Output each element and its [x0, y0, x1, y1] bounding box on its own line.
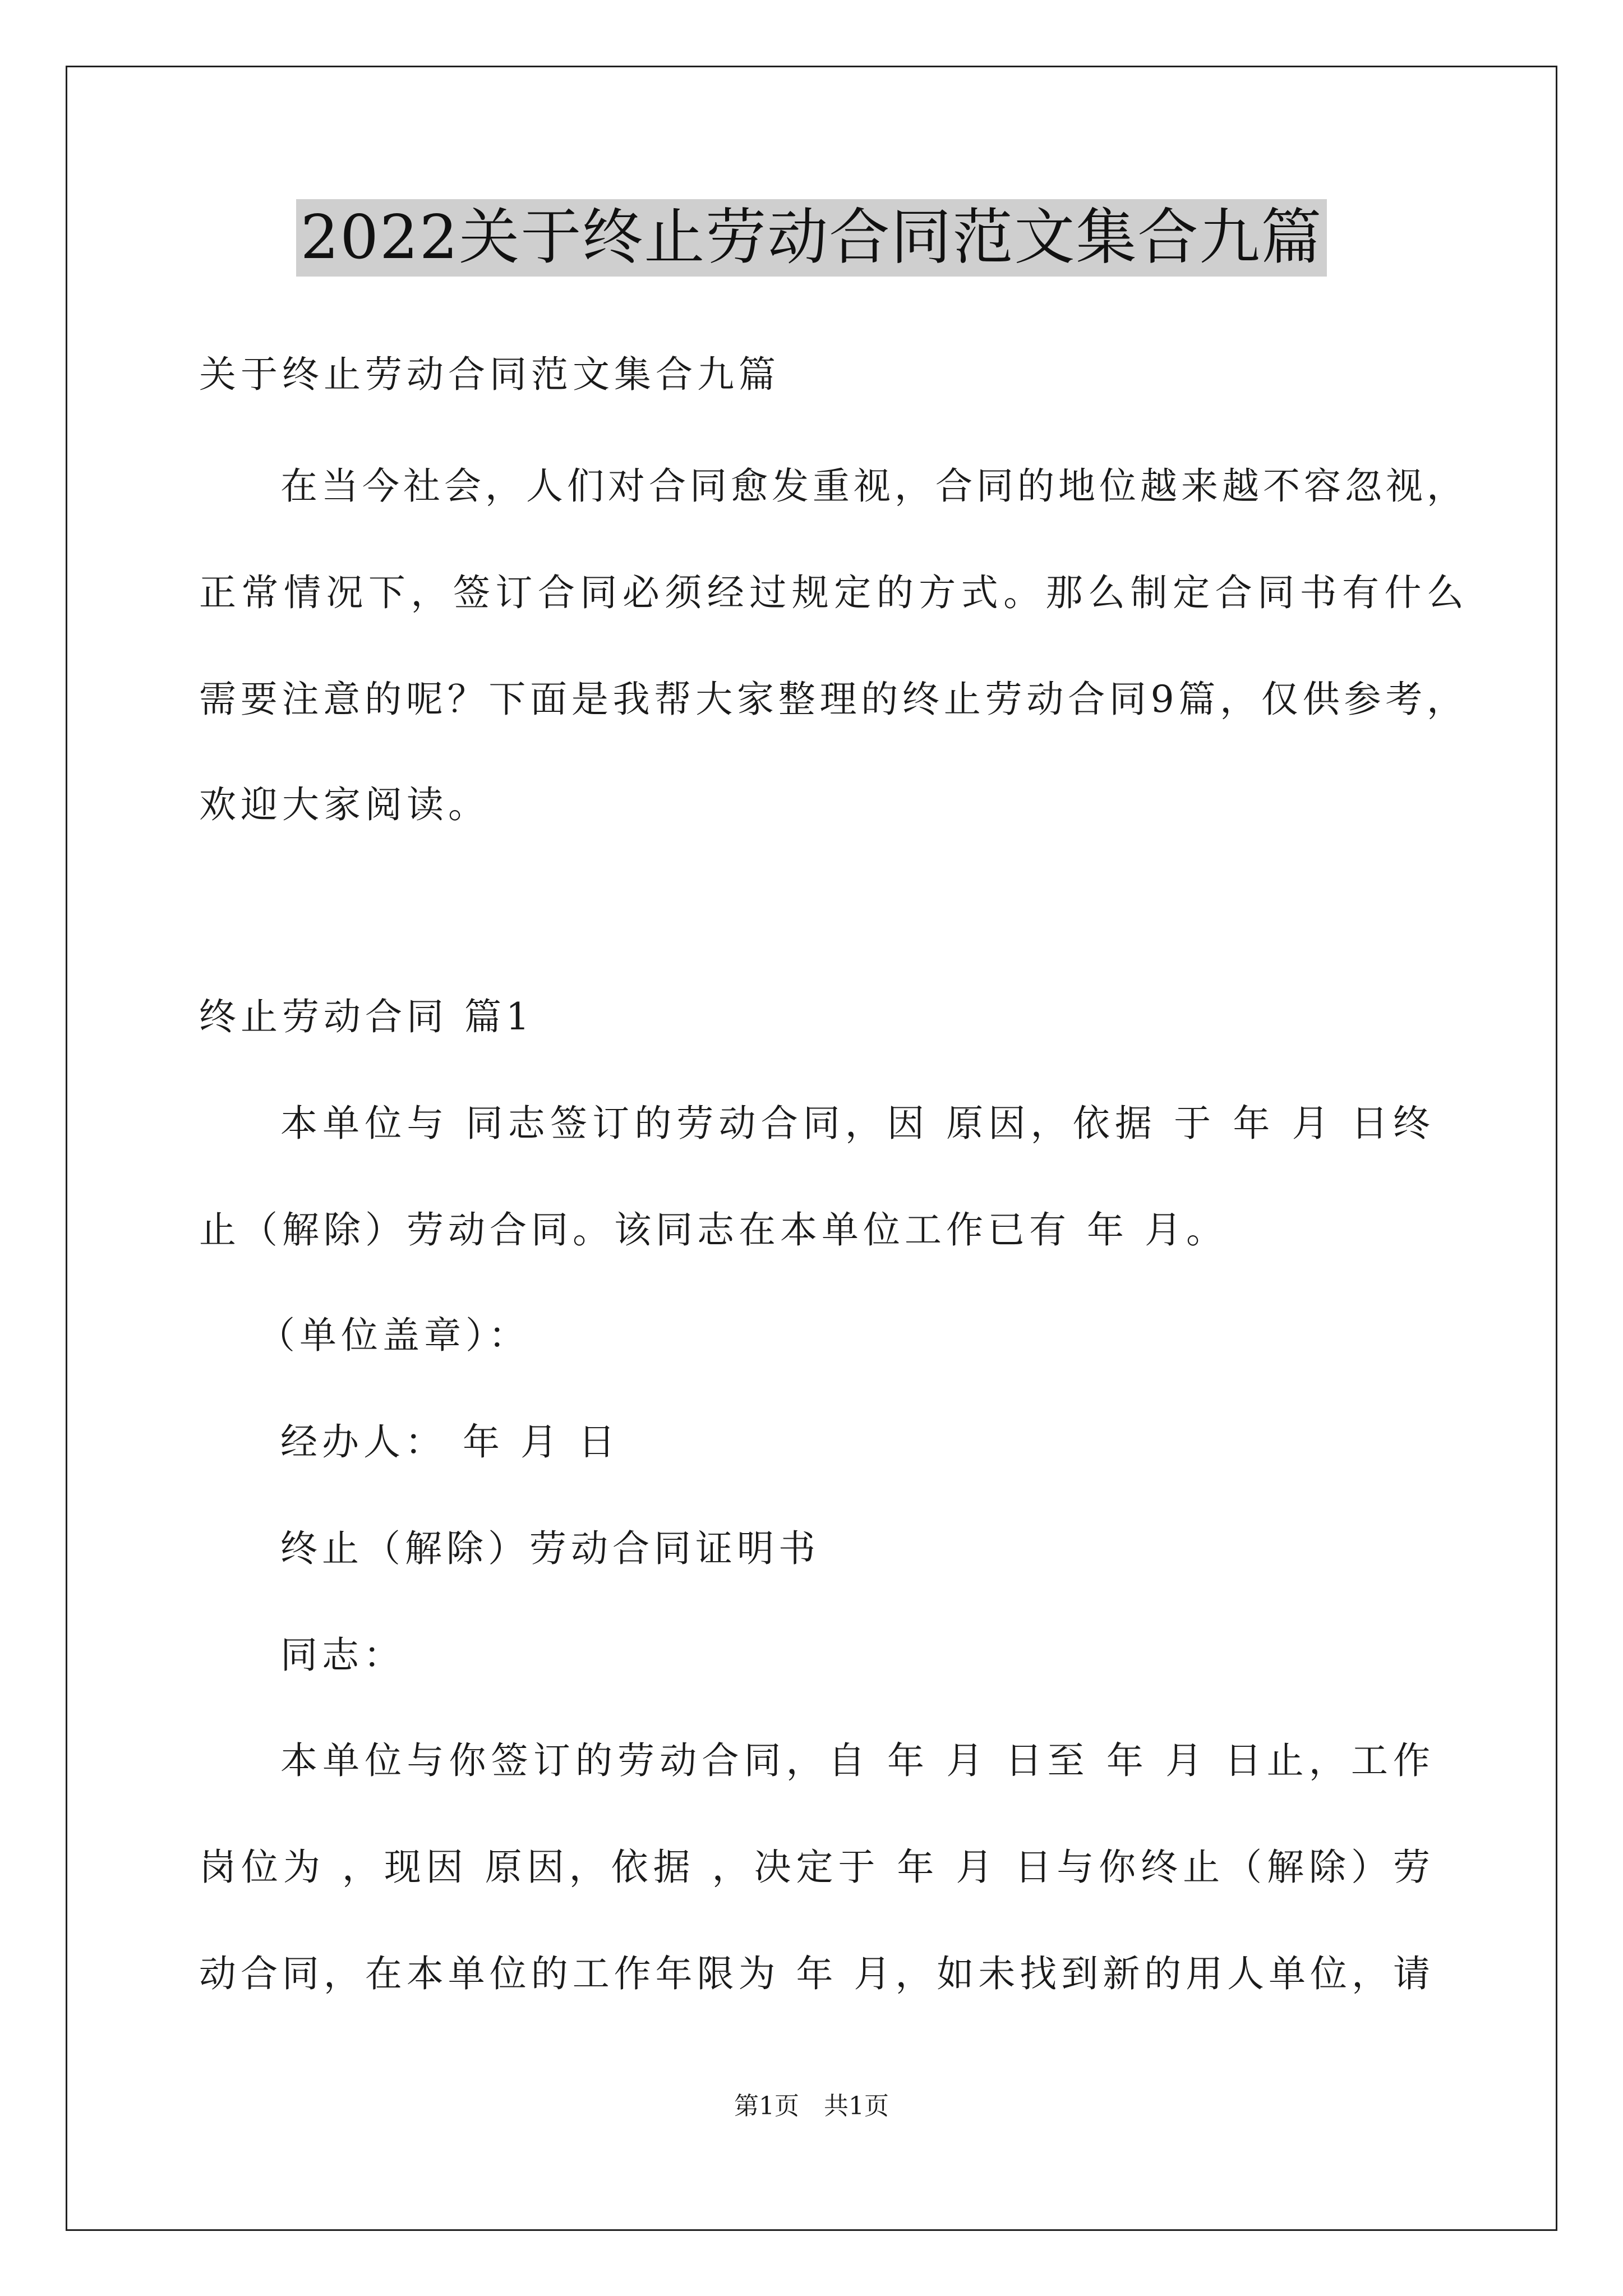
unit-stamp-line: （单位盖章）：	[258, 1314, 530, 1357]
intro-line-2: 正常情况下，签订合同必须经过规定的方式。那么制定合同书有什么	[199, 571, 1464, 614]
section-heading: 终止劳动合同 篇1	[199, 995, 534, 1038]
section-para1-line-1: 本单位与 同志签订的劳动合同，因 原因，依据 于 年 月 日终	[280, 1102, 1430, 1145]
section-para2-line-2: 岗位为 ，现因 原因，依据 ，决定于 年 月 日与你终止（解除）劳	[199, 1846, 1430, 1889]
intro-line-3: 需要注意的呢？下面是我帮大家整理的终止劳动合同9篇，仅供参考，	[199, 678, 1464, 721]
certificate-title: 终止（解除）劳动合同证明书	[280, 1527, 820, 1570]
section-para2-line-1: 本单位与你签订的劳动合同，自 年 月 日至 年 月 日止，工作	[280, 1739, 1430, 1782]
document-title: 2022关于终止劳动合同范文集合九篇	[296, 199, 1327, 277]
page-footer: 第1页 共1页	[734, 2092, 889, 2120]
intro-line-4: 欢迎大家阅读。	[199, 783, 490, 826]
intro-line-1: 在当今社会，人们对合同愈发重视，合同的地位越来越不容忽视，	[280, 464, 1464, 508]
handler-date-line: 经办人： 年 月 日	[280, 1420, 620, 1464]
salutation: 同志：	[280, 1634, 405, 1677]
document-subtitle: 关于终止劳动合同范文集合九篇	[199, 353, 780, 396]
section-para1-line-2: 止（解除）劳动合同。该同志在本单位工作已有 年 月。	[199, 1208, 1228, 1251]
section-para2-line-3: 动合同，在本单位的工作年限为 年 月，如未找到新的用人单位，请	[199, 1952, 1430, 1995]
title-container	[0, 199, 1623, 277]
